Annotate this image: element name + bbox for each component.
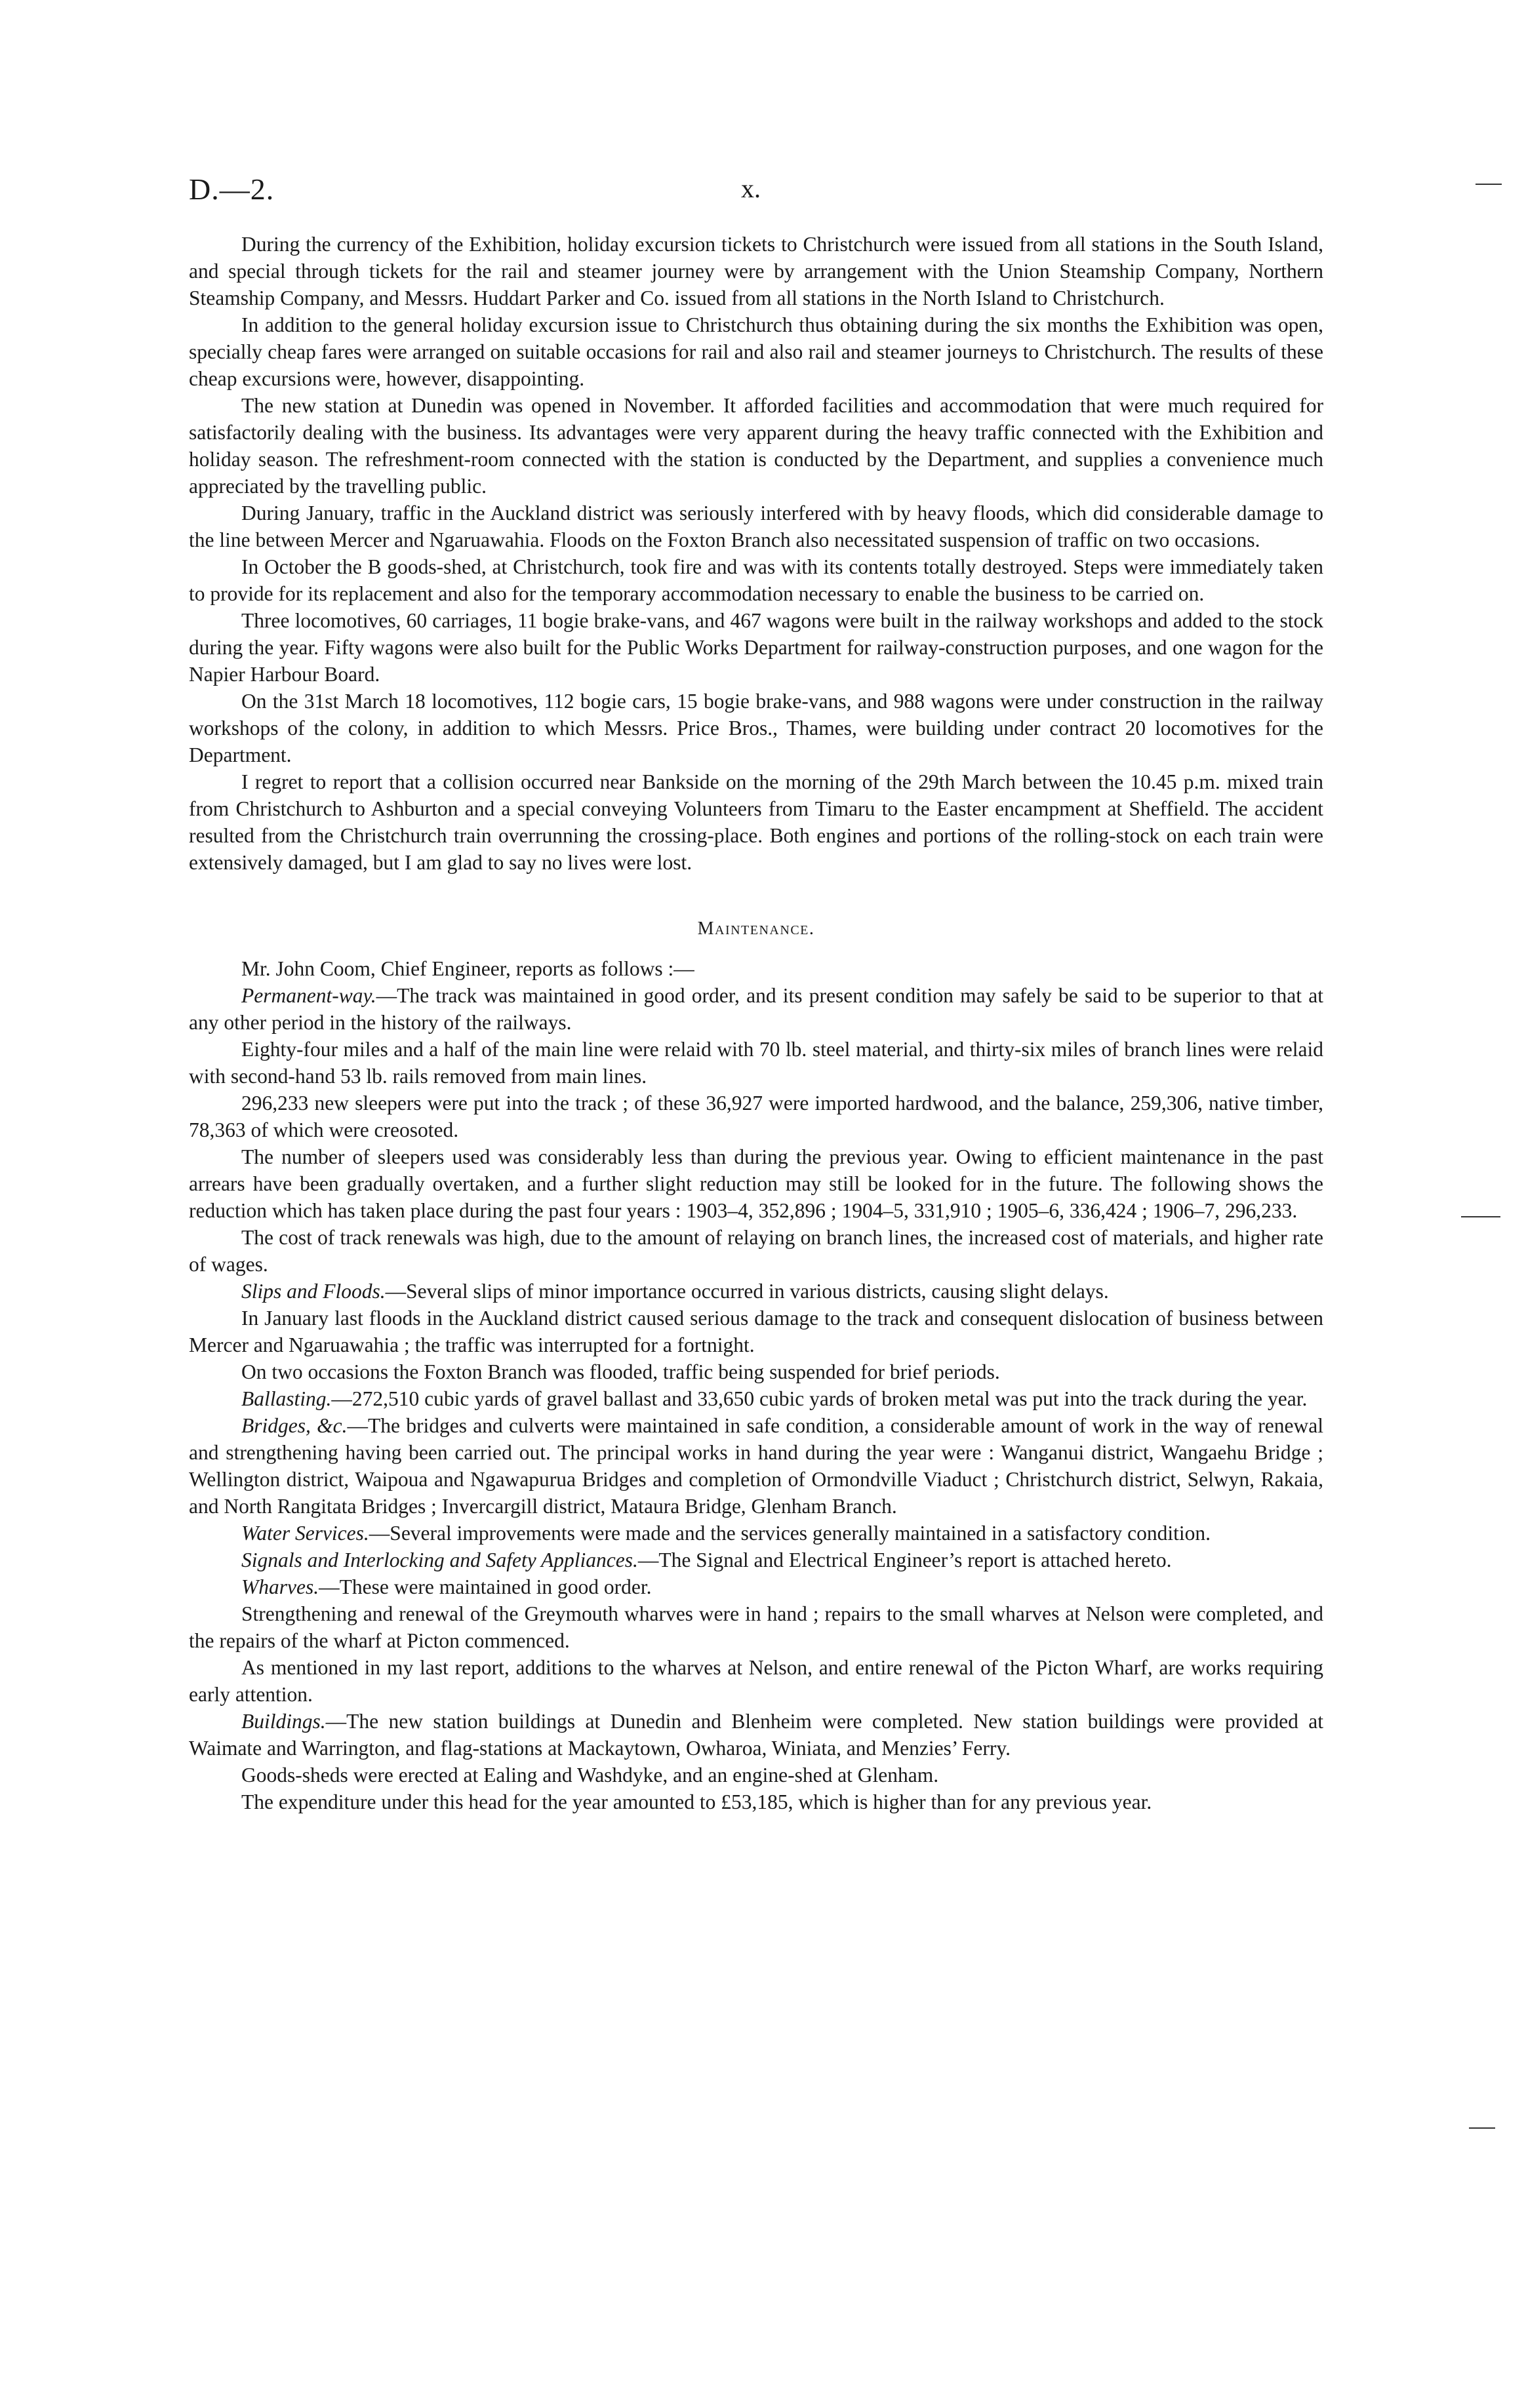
paragraph: I regret to report that a collision occurred near Bankside on the morning of the 29th March between the 10.45 p.m. mixed train from Christchurch to Ashburton and a special conveying Volunteers from Timaru to the Easter encampment at Sheffield. The accident resulted from the Christchurch train overrunning the crossing-place. Both engines and portions of the rolling-stock on each train were extensively damaged, but I am glad to say no lives were lost. [189,770,1323,874]
paragraph: In addition to the general holiday excursion issue to Christchurch thus obtaining during the six months the Exhibition was open, specially cheap fares were arranged on suitable occasions for rail and also rail and steamer journeys to Christchurch. The results of these cheap excursions were, however, disappointing. [189,313,1323,390]
subsection-label: Bridges, &c. [241,1414,348,1437]
paragraph-wharves: Wharves.—These were maintained in good order. [241,1575,652,1598]
subsection-label: Buildings. [241,1710,326,1733]
paragraph-slips-floods: Slips and Floods.—Several slips of minor importance occurred in various districts, causing slight delays. [241,1280,1109,1303]
margin-mark [1469,2127,1495,2129]
subsection-label: Permanent-way. [241,984,376,1007]
paragraph: Eighty-four miles and a half of the main line were relaid with 70 lb. steel material, and thirty-six miles of branch lines were relaid with second-hand 53 lb. rails removed from main lines. [189,1038,1323,1088]
subsection-label: Wharves. [241,1575,319,1598]
paragraph: During January, traffic in the Auckland district was seriously interfered with by heavy floods, which did considerable damage to the line between Mercer and Ngaruawahia. Floods on the Foxton Branch also necessitated suspension of traffic on two occasions. [189,502,1323,551]
paragraph-ballasting: Ballasting.—272,510 cubic yards of gravel ballast and 33,650 cubic yards of broken metal was put into the track during the year. [241,1387,1308,1410]
paragraph: The cost of track renewals was high, due to the amount of relaying on branch lines, the increased cost of materials, and higher rate of wages. [189,1226,1323,1276]
paragraph: 296,233 new sleepers were put into the track ; of these 36,927 were imported hardwood, and the balance, 259,306, native timber, 78,363 of which were creosoted. [189,1092,1323,1141]
margin-mark [1461,1216,1500,1217]
paragraph-permanent-way: Permanent-way.—The track was maintained in good order, and its present condition may safely be said to be superior to that at any other period in the history of the railways. [189,984,1323,1034]
body-text [189,231,1323,1815]
subsection-label: Ballasting. [241,1387,332,1410]
paragraph: Strengthening and renewal of the Greymouth wharves were in hand ; repairs to the small wharves at Nelson were completed, and the repairs of the wharf at Picton commenced. [189,1602,1323,1652]
paragraph-water-services: Water Services.—Several improvements were made and the services generally maintained in a satisfactory condition. [241,1522,1211,1545]
paragraph: In October the B goods-shed, at Christchurch, took fire and was with its contents totally destroyed. Steps were immediately taken to provide for its replacement and also for the temporary accommodation necessary to enable the business to be carried on. [189,555,1323,605]
paragraph: The number of sleepers used was considerably less than during the previous year. Owing to efficient maintenance in the past arrears have been gradually overtaken, and a further slight reduction may still be looked for in the future. The following shows the reduction which has taken place during the past four years : 1903–4, 352,896 ; 1904–5, 331,910 ; 1905–6, 336,424 ; 1906–7, 296,233. [189,1145,1323,1222]
subsection-label: Slips and Floods. [241,1280,386,1303]
paragraph: On two occasions the Foxton Branch was flooded, traffic being suspended for brief periods. [241,1360,1000,1383]
paragraph: Three locomotives, 60 carriages, 11 bogie brake-vans, and 467 wagons were built in the railway workshops and added to the stock during the year. Fifty wagons were also built for the Public Works Department for railway-construction purposes, and one wagon for the Napier Harbour Board. [189,609,1323,686]
paragraph-buildings: Buildings.—The new station buildings at Dunedin and Blenheim were completed. New station buildings were provided at Waimate and Warrington, and flag-stations at Mackaytown, Owharoa, Winiata, and Menzies’ Ferry. [189,1710,1323,1760]
paragraph: The expenditure under this head for the year amounted to £53,185, which is higher than for any previous year. [241,1790,1152,1813]
paragraph: In January last floods in the Auckland district caused serious damage to the track and consequent dislocation of business between Mercer and Ngaruawahia ; the traffic was interrupted for a fortnight. [189,1307,1323,1356]
report-intro: Mr. John Coom, Chief Engineer, reports as follows :— [241,957,694,980]
section-heading-maintenance: Maintenance. [697,918,815,939]
document-reference: D.—2. [189,172,275,206]
paragraph-bridges: Bridges, &c.—The bridges and culverts were maintained in safe condition, a considerable amount of work in the way of renewal and strengthening having been carried out. The principal works in hand during the year were : Wanganui district, Wangaehu Bridge ; Wellington district, Waipoua and Ngawapurua Bridges and completion of Ormondville Viaduct ; Christchurch district, Selwyn, Rakaia, and North Rangitata Bridges ; Invercargill district, Mataura Bridge, Glenham Branch. [189,1414,1323,1518]
paragraph: On the 31st March 18 locomotives, 112 bogie cars, 15 bogie brake-vans, and 988 wagons were under construction in the railway workshops of the colony, in addition to which Messrs. Price Bros., Thames, were building under contract 20 locomotives for the Department. [189,690,1323,766]
margin-mark [1476,184,1502,185]
paragraph: The new station at Dunedin was opened in November. It afforded facilities and accommodation that were much required for satisfactorily dealing with the business. Its advantages were very apparent during the heavy traffic connected with the Exhibition and holiday season. The refreshment-room connected with the station is conducted by the Department, and supplies a convenience much appreciated by the travelling public. [189,394,1323,498]
paragraph: During the currency of the Exhibition, holiday excursion tickets to Christchurch were issued from all stations in the South Island, and special through tickets for the rail and steamer journey were by arrangement with the Union Steamship Company, Northern Steamship Company, and Messrs. Huddart Parker and Co. issued from all stations in the North Island to Christchurch. [189,233,1323,309]
subsection-label: Water Services. [241,1522,369,1545]
paragraph: As mentioned in my last report, additions to the wharves at Nelson, and entire renewal of the Picton Wharf, are works requiring early attention. [189,1656,1323,1706]
page-number: x. [741,174,761,203]
paragraph: Goods-sheds were erected at Ealing and Washdyke, and an engine-shed at Glenham. [241,1764,939,1786]
page-header [0,172,1526,211]
paragraph-signals: Signals and Interlocking and Safety Appliances.—The Signal and Electrical Engineer’s report is attached hereto. [241,1549,1172,1571]
subsection-label: Signals and Interlocking and Safety Appliances. [241,1549,638,1571]
